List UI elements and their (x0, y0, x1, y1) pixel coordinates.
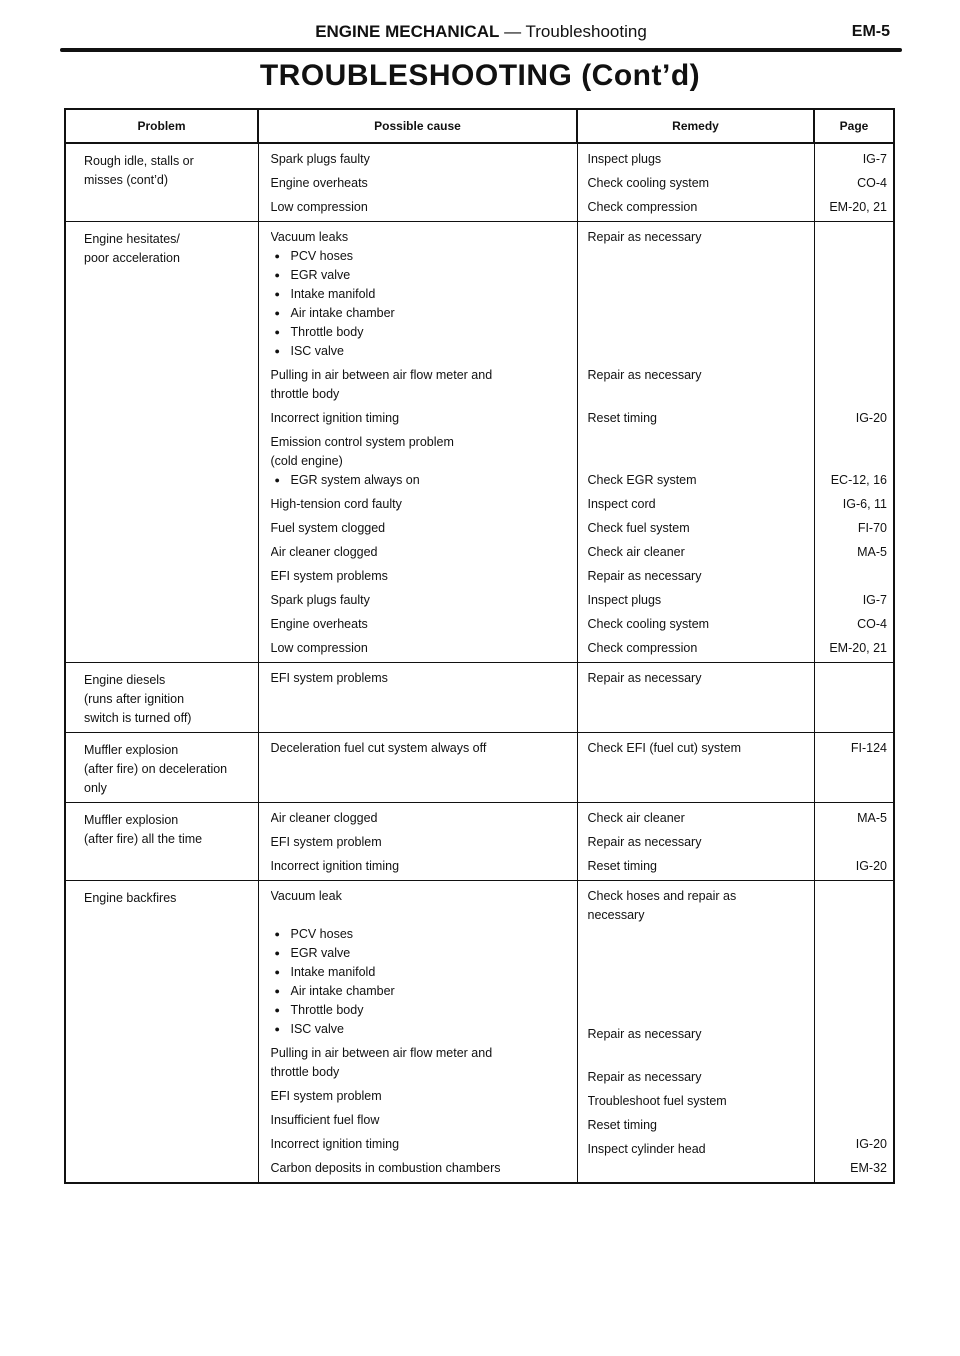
remedy-text: Inspect cylinder head (587, 1142, 706, 1156)
cause-sub-item: ● Air intake chamber (271, 304, 571, 323)
page-ref: EC-12, 16 (830, 473, 887, 487)
remedy-text: Repair as necessary (588, 366, 808, 404)
spacer (819, 304, 888, 323)
cause-text: EFI system problem (270, 1089, 382, 1103)
problem-text: (after fire) on deceleration (84, 762, 228, 776)
page-cell (814, 803, 894, 881)
table-row (65, 222, 894, 663)
problem-text: misses (cont’d) (84, 173, 169, 187)
problem-text: Engine hesitates/ (84, 232, 180, 246)
spacer (819, 285, 888, 304)
remedy-cell (577, 733, 814, 803)
remedy-text: Repair as necessary (588, 1025, 808, 1063)
remedy-text: Repair as necessary (587, 569, 702, 583)
page-cell (814, 143, 894, 222)
cause-text: Incorrect ignition timing (270, 859, 400, 873)
page-ref (819, 366, 888, 404)
troubleshooting-table (64, 108, 895, 1184)
cause-cell (258, 803, 577, 881)
remedy-text: Check hoses and repair as necessary (587, 889, 737, 922)
page-ref: EM-20, 21 (829, 641, 887, 655)
section-dash: — (504, 22, 522, 41)
table-row (65, 803, 894, 881)
remedy-text: Check cooling system (587, 617, 710, 631)
problem-cell (65, 663, 258, 733)
remedy-cell (577, 881, 814, 1184)
spacer (588, 1001, 808, 1020)
problem-text: (runs after ignition (84, 692, 185, 706)
page-cell (814, 733, 894, 803)
cause-text: Low compression (270, 200, 368, 214)
remedy-text: Check cooling system (587, 176, 710, 190)
remedy-text: Reset timing (587, 411, 657, 425)
spacer (588, 433, 808, 452)
spacer (588, 323, 808, 342)
cause-text: Deceleration fuel cut system always off (270, 741, 487, 755)
cause-text: Incorrect ignition timing (270, 1137, 400, 1151)
cause-text: Engine overheats (270, 176, 368, 190)
cause-text: EFI system problem (270, 835, 382, 849)
page-ref (819, 1044, 888, 1082)
cause-text: Pulling in air between air flow meter and throttle body (270, 368, 493, 401)
spacer (819, 982, 888, 1001)
cause-sub-item: ● PCV hoses (271, 247, 571, 266)
cause-text: Spark plugs faulty (270, 152, 370, 166)
table-header-row (65, 109, 894, 143)
cause-sub-item: ● EGR valve (271, 266, 571, 285)
remedy-cell (577, 803, 814, 881)
spacer (588, 266, 808, 285)
problem-text: Rough idle, stalls or (84, 154, 194, 168)
spacer (588, 982, 808, 1001)
cause-cell (258, 663, 577, 733)
page-ref: EM-32 (850, 1161, 887, 1175)
page-ref: IG-7 (862, 593, 887, 607)
cause-text: Engine overheats (270, 617, 368, 631)
remedy-text: Repair as necessary (587, 1070, 702, 1084)
cause-text: Incorrect ignition timing (270, 411, 400, 425)
cause-sub-item: ● ISC valve (271, 342, 571, 361)
cause-sub-item: ● EGR valve (271, 944, 571, 963)
spacer (819, 323, 888, 342)
page-ref: CO-4 (857, 617, 887, 631)
page-ref: CO-4 (857, 176, 887, 190)
column-header-problem: Problem (65, 109, 258, 143)
cause-text: Low compression (270, 641, 368, 655)
cause-cell (258, 222, 577, 663)
cause-cell (258, 143, 577, 222)
remedy-text: Check compression (587, 641, 698, 655)
page-cell (814, 222, 894, 663)
spacer (819, 963, 888, 982)
page-header (60, 18, 902, 48)
remedy-text: Repair as necessary (587, 835, 702, 849)
problem-cell (65, 803, 258, 881)
cause-text: Vacuum leak (271, 887, 571, 925)
problem-text: only (84, 781, 107, 795)
page-ref: FI-70 (857, 521, 887, 535)
page-ref: IG-20 (855, 1137, 887, 1151)
column-header-cause: Possible cause (258, 109, 577, 143)
cause-cell (258, 881, 577, 1184)
page-ref: MA-5 (857, 545, 887, 559)
cause-sub-item: ● Air intake chamber (271, 982, 571, 1001)
cause-sub-item: ● Throttle body (271, 1001, 571, 1020)
page-ref: IG-20 (855, 859, 887, 873)
spacer (588, 247, 808, 266)
remedy-text (588, 433, 808, 471)
spacer (819, 385, 888, 404)
table-row (65, 733, 894, 803)
page-ref: FI-124 (850, 741, 887, 755)
table-row (65, 663, 894, 733)
cause-text: High-tension cord faulty (270, 497, 402, 511)
remedy-cell (577, 143, 814, 222)
column-header-remedy: Remedy (577, 109, 814, 143)
problem-text: Muffler explosion (84, 813, 179, 827)
remedy-text: Check fuel system (587, 521, 690, 535)
problem-cell (65, 143, 258, 222)
cause-text: Spark plugs faulty (270, 593, 370, 607)
spacer (271, 906, 571, 925)
cause-sub-item: ● PCV hoses (271, 925, 571, 944)
problem-text: switch is turned off) (84, 711, 192, 725)
section-minor: Troubleshooting (525, 22, 647, 41)
cause-text: Vacuum leaks (270, 230, 349, 244)
problem-cell (65, 733, 258, 803)
problem-text: poor acceleration (84, 251, 180, 265)
spacer (588, 452, 808, 471)
problem-text: Engine diesels (84, 673, 166, 687)
spacer (819, 906, 888, 925)
cause-sub-item: ● ISC valve (271, 1020, 571, 1039)
page-number: EM-5 (851, 23, 890, 40)
spacer (819, 925, 888, 944)
spacer (819, 1063, 888, 1082)
spacer (588, 963, 808, 982)
cause-text: EFI system problems (270, 671, 388, 685)
cause-text: Air cleaner clogged (270, 545, 378, 559)
spacer (588, 385, 808, 404)
remedy-text: Check EGR system (587, 473, 697, 487)
spacer (588, 342, 808, 361)
page-ref: EM-20, 21 (829, 200, 887, 214)
spacer (819, 247, 888, 266)
remedy-text: Check compression (587, 200, 698, 214)
remedy-cell (577, 663, 814, 733)
page-ref (819, 228, 888, 247)
page-ref (819, 887, 888, 925)
spacer (819, 1020, 888, 1039)
cause-text: Insufficient fuel flow (270, 1113, 380, 1127)
table-body (65, 143, 894, 1183)
remedy-text: Repair as necessary (587, 230, 702, 244)
remedy-text: Reset timing (587, 859, 657, 873)
spacer (588, 944, 808, 963)
page-ref: IG-7 (862, 152, 887, 166)
remedy-text: Reset timing (587, 1118, 657, 1132)
remedy-text: Check air cleaner (587, 811, 685, 825)
remedy-text: Inspect plugs (587, 152, 662, 166)
remedy-text: Repair as necessary (587, 671, 702, 685)
page-ref: IG-6, 11 (842, 497, 887, 511)
remedy-text: Check EFI (fuel cut) system (587, 741, 742, 755)
table-row (65, 881, 894, 1184)
header-rule (60, 48, 902, 52)
page-ref (819, 1111, 888, 1130)
problem-cell (65, 222, 258, 663)
cause-sub-item: ● Intake manifold (271, 285, 571, 304)
page-title: TROUBLESHOOTING (Cont’d) (259, 59, 701, 92)
cause-cell (258, 733, 577, 803)
cause-sub-item: ● Intake manifold (271, 963, 571, 982)
table-row (65, 143, 894, 222)
page-cell (814, 881, 894, 1184)
cause-text: Pulling in air between air flow meter and throttle body (270, 1046, 493, 1079)
remedy-text: Troubleshoot fuel system (587, 1094, 727, 1108)
page-ref (819, 833, 888, 852)
cause-sub-item: ● EGR system always on (271, 471, 571, 490)
cause-text: Carbon deposits in combustion chambers (270, 1161, 501, 1175)
page-ref: MA-5 (857, 811, 887, 825)
page-ref: IG-20 (855, 411, 887, 425)
page-ref (819, 669, 888, 688)
cause-text: Air cleaner clogged (270, 811, 378, 825)
section-major: ENGINE MECHANICAL (315, 22, 500, 41)
spacer (588, 1044, 808, 1063)
cause-text: EFI system problems (270, 569, 388, 583)
column-header-page: Page (814, 109, 894, 143)
spacer (819, 944, 888, 963)
spacer (588, 304, 808, 323)
spacer (588, 925, 808, 944)
page-ref (819, 433, 888, 471)
page-ref (819, 567, 888, 586)
spacer (588, 285, 808, 304)
problem-text: (after fire) all the time (84, 832, 203, 846)
spacer (819, 1001, 888, 1020)
remedy-text: Inspect plugs (587, 593, 662, 607)
problem-cell (65, 881, 258, 1184)
problem-text: Muffler explosion (84, 743, 179, 757)
spacer (819, 452, 888, 471)
page-ref (819, 1087, 888, 1106)
remedy-text: Inspect cord (587, 497, 656, 511)
cause-sub-item: ● Throttle body (271, 323, 571, 342)
spacer (819, 342, 888, 361)
problem-text: Engine backfires (84, 891, 177, 905)
cause-text: Emission control system problem (cold engine) (270, 435, 454, 468)
section-title (60, 18, 902, 46)
spacer (819, 266, 888, 285)
page-cell (814, 663, 894, 733)
remedy-cell (577, 222, 814, 663)
remedy-text: Check air cleaner (587, 545, 685, 559)
cause-text: Fuel system clogged (270, 521, 386, 535)
